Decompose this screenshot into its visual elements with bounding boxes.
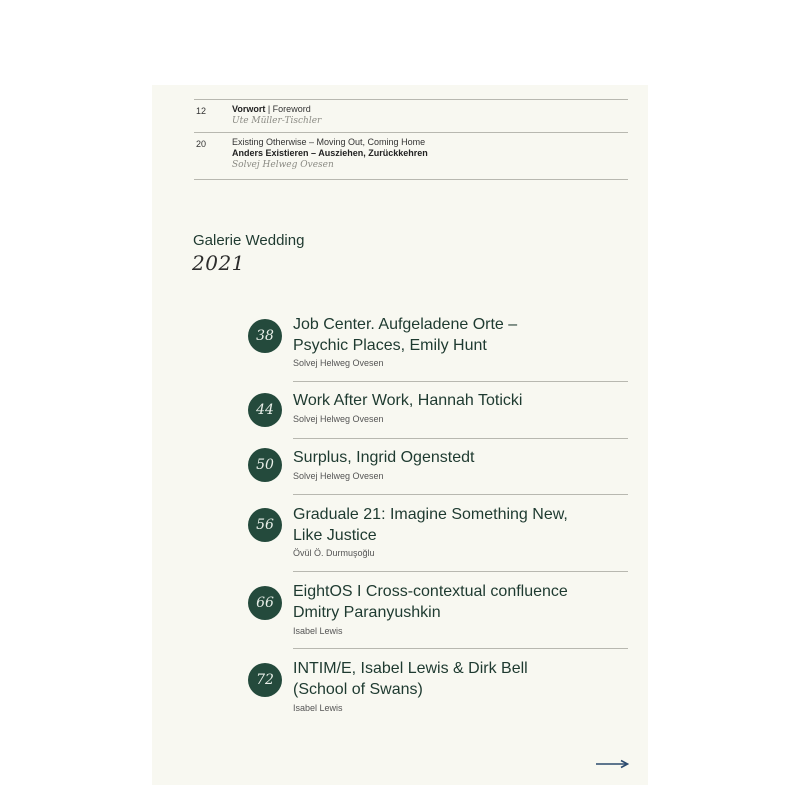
entry-author: Solvej Helweg Ovesen [293, 471, 384, 481]
toc-entry[interactable] [248, 504, 628, 572]
toc-author: Solvej Helweg Ovesen [232, 160, 334, 170]
toc-page [152, 85, 648, 785]
divider [293, 438, 628, 439]
divider [293, 571, 628, 572]
entry-title-line: Dmitry Paranyushkin [293, 603, 441, 621]
toc-author: Ute Müller-Tischler [232, 116, 322, 126]
toc-entry[interactable] [248, 391, 628, 441]
divider [293, 648, 628, 649]
entry-author: Isabel Lewis [293, 626, 343, 636]
entry-title-line: Job Center. Aufgeladene Orte – [293, 316, 518, 333]
entry-title [293, 659, 593, 700]
entry-title-line: Work After Work, Hannah Toticki [293, 392, 523, 409]
toc-entry[interactable] [248, 317, 628, 383]
toc-entry[interactable] [248, 581, 628, 649]
page-number-badge: 56 [248, 508, 282, 542]
toc-title-bold: Vorwort [232, 104, 266, 114]
entry-author: Solvej Helweg Ovesen [293, 358, 384, 368]
entry-title-line: (School of Swans) [293, 680, 423, 698]
toc-entry[interactable] [248, 447, 628, 497]
entry-title [293, 582, 593, 623]
entry-author: Isabel Lewis [293, 703, 343, 713]
section-title: Galerie Wedding [193, 232, 305, 249]
divider [293, 381, 628, 382]
entry-title [293, 505, 593, 546]
toc-title-rest: | Foreword [265, 104, 311, 114]
entry-title-line: Like Justice [293, 526, 377, 544]
toc-front-text [232, 104, 321, 127]
toc-page-number: 12 [196, 106, 207, 116]
entry-title-line: EightOS I Cross-contextual confluence [293, 583, 568, 600]
page-number-badge: 66 [248, 586, 282, 620]
toc-front-item[interactable] [194, 99, 628, 133]
entry-title-line: Psychic Places, Emily Hunt [293, 336, 487, 354]
toc-title-line: Existing Otherwise – Moving Out, Coming Home [232, 137, 426, 147]
entry-title-line: Surplus, Ingrid Ogenstedt [293, 449, 475, 466]
entry-title [293, 448, 593, 469]
entry-title-line: Graduale 21: Imagine Something New, [293, 506, 568, 523]
entry-title [293, 315, 593, 356]
toc-entry[interactable] [248, 658, 628, 718]
entry-title-line: INTIM/E, Isabel Lewis & Dirk Bell [293, 660, 528, 677]
toc-page-number: 20 [196, 139, 207, 149]
divider [293, 494, 628, 495]
entry-title [293, 391, 593, 412]
toc-front-text [232, 137, 428, 171]
divider [194, 179, 628, 180]
toc-title-bold: Anders Existieren – Ausziehen, Zurückkehren [232, 148, 428, 158]
toc-front-item[interactable] [194, 132, 628, 180]
entry-author: Solvej Helweg Ovesen [293, 414, 384, 424]
page-number-badge: 50 [248, 448, 282, 482]
page-number-badge: 38 [248, 319, 282, 353]
page-number-badge: 72 [248, 663, 282, 697]
page-number-badge: 44 [248, 393, 282, 427]
section-year: 2021 [192, 251, 245, 275]
arrow-right-icon[interactable] [596, 759, 629, 769]
entry-author: Övül Ö. Durmuşoğlu [293, 548, 375, 558]
